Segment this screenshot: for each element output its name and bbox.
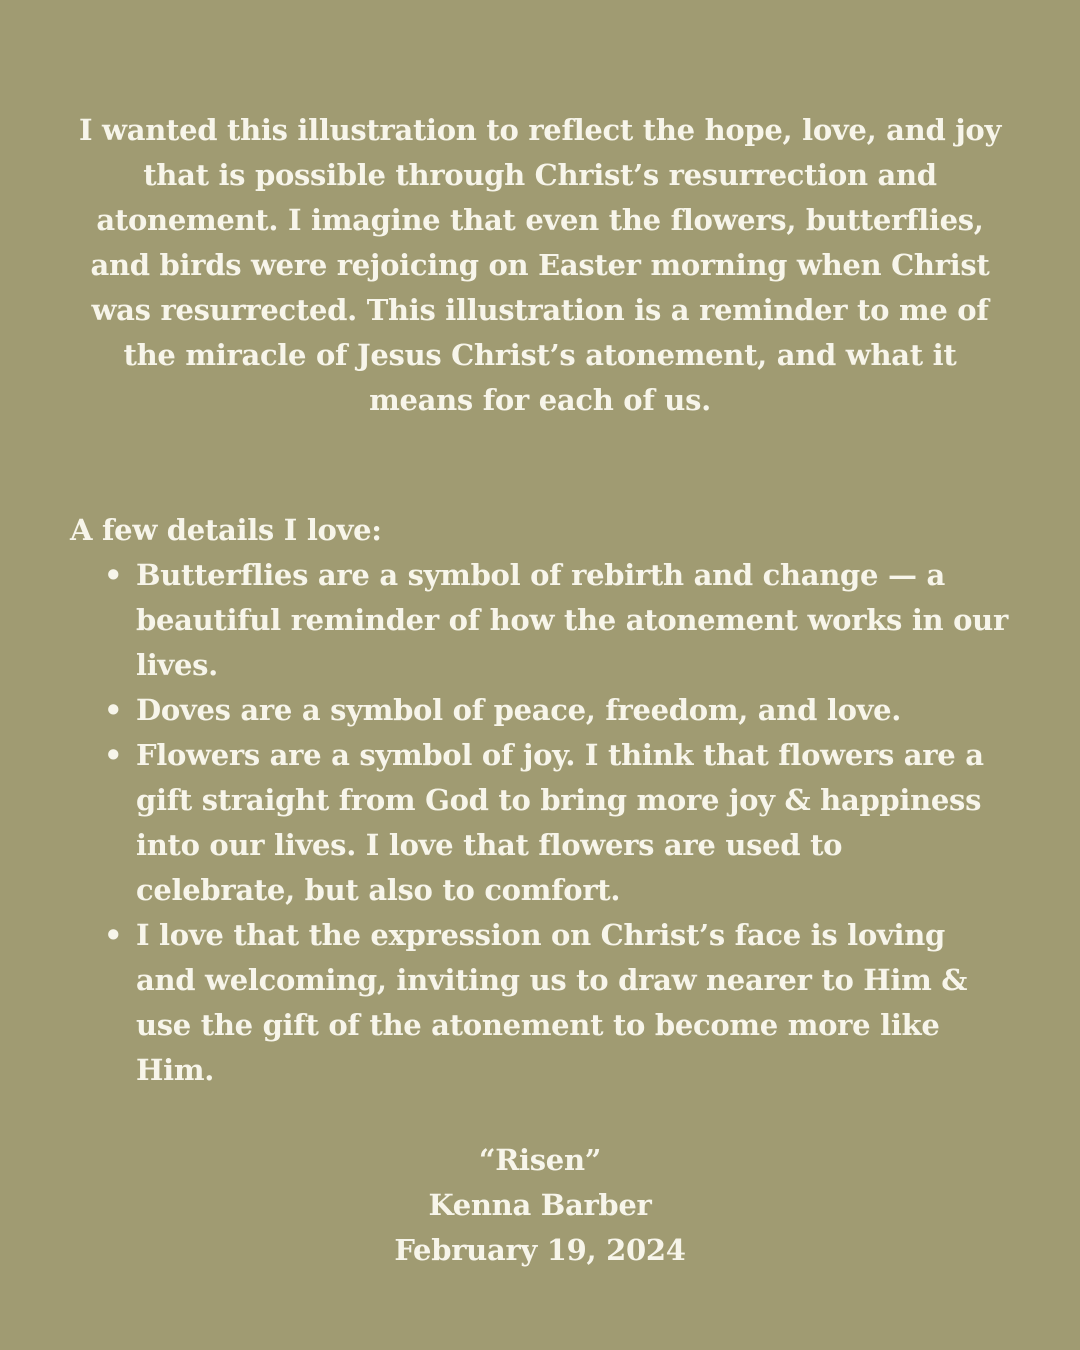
bullet-icon: • [104,558,123,592]
list-item [104,553,1010,688]
artwork-title: “Risen” [478,1143,602,1177]
bullet-icon: • [104,738,123,772]
list-item-text: Flowers are a symbol of joy. I think that flowers are a gift straight from God to bring more joy & happiness into our lives. I love that flowers are used to celebrate, but also to comfort. [136,738,984,907]
list-item [104,733,1010,913]
list-item-text: Butterflies are a symbol of rebirth and change — a beautiful reminder of how the atonement works in our lives. [136,558,1008,682]
list-item-text: Doves are a symbol of peace, freedom, and love. [136,693,902,727]
signature-block [70,1138,1010,1273]
bullet-icon: • [104,693,123,727]
list-item [104,688,1010,733]
intro-paragraph: I wanted this illustration to reflect the hope, love, and joy that is possible through Christ’s resurrection and atonement. I imagine that even the flowers, butterflies, and birds were rejoicing on Easter morning when Christ was resurrected. This illustration is a reminder to me of the miracle of Jesus Christ’s atonement, and what it means for each of us. [78,113,1002,417]
bullet-icon: • [104,918,123,952]
list-item [104,913,1010,1093]
artwork-date: February 19, 2024 [394,1233,686,1267]
details-heading: A few details I love: [70,513,382,547]
list-item-text: I love that the expression on Christ’s face is loving and welcoming, inviting us to draw nearer to Him & use the gift of the atonement to become more like Him. [136,918,968,1087]
details-list [70,553,1010,1093]
artist-name: Kenna Barber [428,1188,652,1222]
